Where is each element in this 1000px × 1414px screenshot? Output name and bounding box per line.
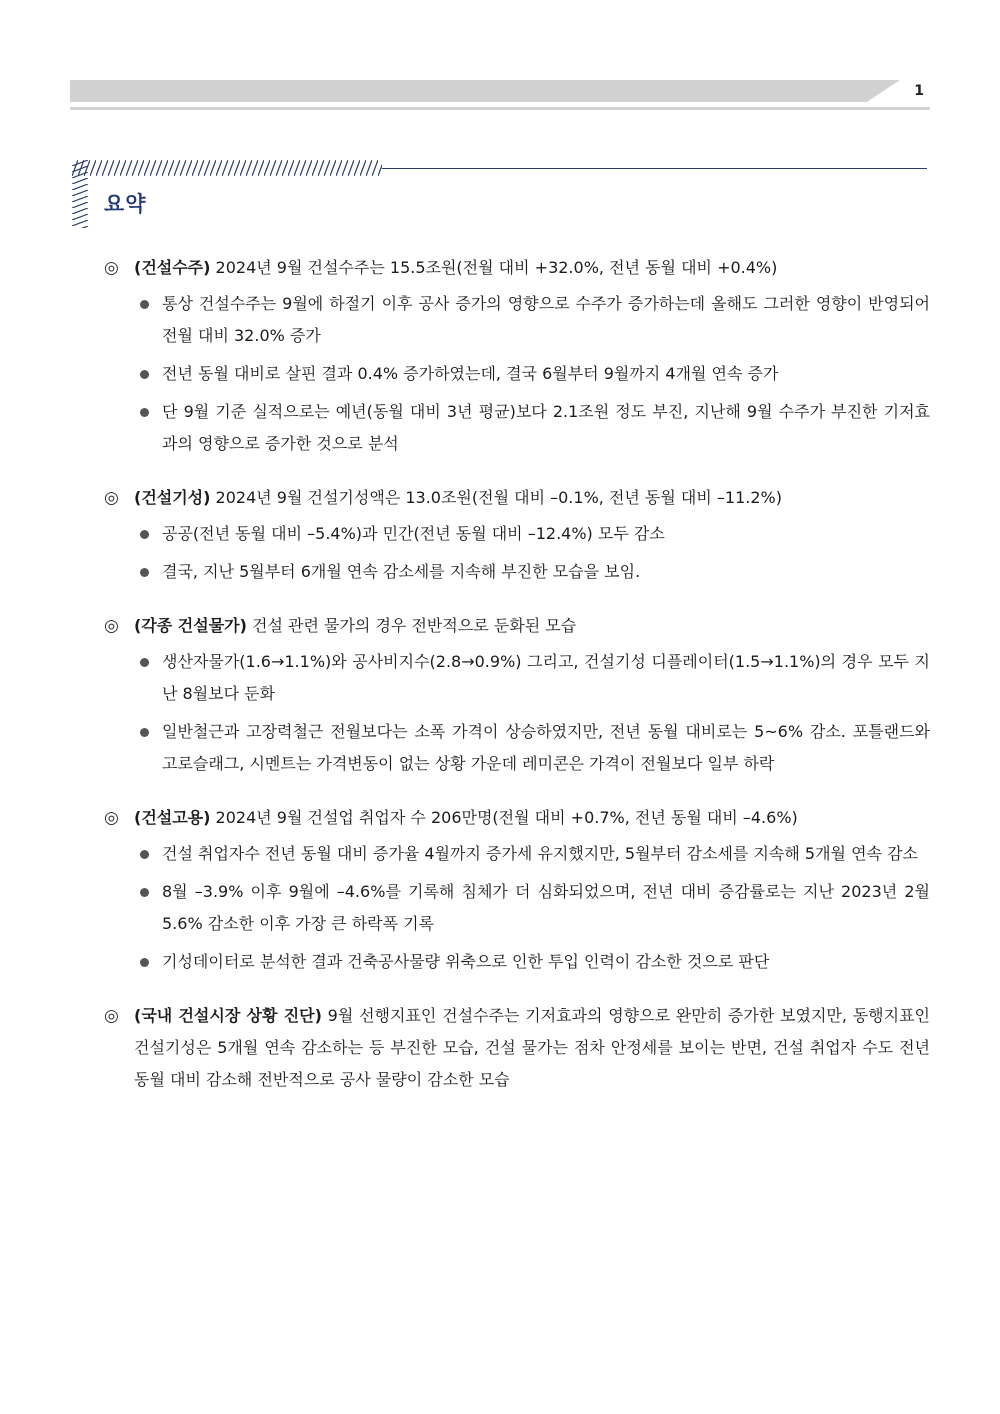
topic-line [104,252,930,284]
section-title: 요약 [104,192,147,216]
header-band [70,80,900,102]
topic-market-diagnosis [104,1000,930,1096]
topic-text: 2024년 9월 건설기성액은 13.0조원(전월 대비 –0.1%, 전년 동월 대비 –11.2%) [210,488,783,507]
topic-line [104,482,930,514]
bullet-item: 공공(전년 동월 대비 –5.4%)과 민간(전년 동월 대비 –12.4%) 모두 감소 [104,518,930,550]
topic-heading: (건설기성) [134,488,211,507]
bullet-item: 기성데이터로 분석한 결과 건축공사물량 위축으로 인한 투입 인력이 감소한 것으로 판단 [104,946,930,978]
header-rule [70,107,930,110]
section-rule [382,168,927,169]
bullet-item: 전년 동월 대비로 살핀 결과 0.4% 증가하였는데, 결국 6월부터 9월까지 4개월 연속 증가 [104,358,930,390]
page-header [70,80,930,112]
bullet-item: 건설 취업자수 전년 동월 대비 증가율 4월까지 증가세 유지했지만, 5월부터 감소세를 지속해 5개월 연속 감소 [104,838,930,870]
hatch-decoration [72,160,382,176]
topic-text: 2024년 9월 건설업 취업자 수 206만명(전월 대비 +0.7%, 전년 동월 대비 –4.6%) [210,808,798,827]
topic-text: 건설 관련 물가의 경우 전반적으로 둔화된 모습 [246,616,577,635]
topic-line [104,610,930,642]
double-circle-icon: ◎ [104,1006,119,1026]
bullet-item: 결국, 지난 5월부터 6개월 연속 감소세를 지속해 부진한 모습을 보임. [104,556,930,588]
topic-construction-orders [104,252,930,460]
double-circle-icon: ◎ [104,616,119,636]
bullet-item: 8월 –3.9% 이후 9월에 –4.6%를 기록해 침체가 더 심화되었으며, 전년 대비 증감률로는 지난 2023년 2월 5.6% 감소한 이후 가장 큰 하락폭 기록 [104,876,930,940]
bullet-item: 생산자물가(1.6→1.1%)와 공사비지수(2.8→0.9%) 그리고, 건설기성 디플레이터(1.5→1.1%)의 경우 모두 지난 8월보다 둔화 [104,646,930,710]
topic-line [104,1000,930,1096]
hatch-decoration-vertical [72,160,88,228]
topic-heading: (건설수주) [134,258,211,277]
topic-heading: (각종 건설물가) [134,616,247,635]
topic-construction-employment [104,802,930,978]
topic-heading: (국내 건설시장 상황 진단) [134,1006,322,1025]
bullet-list [104,518,930,588]
topic-construction-completed [104,482,930,588]
bullet-list [104,838,930,978]
topic-text: 9월 선행지표인 건설수주는 기저효과의 영향으로 완만히 증가한 보였지만, 동행지표인 건설기성은 5개월 연속 감소하는 등 부진한 모습, 건설 물가는 점차 안정세를 보이는 반면, 건설 취업자 수도 전년 동월 대비 감소해 전반적으로 공사 물량이 감소한 모습 [134,1006,930,1089]
topic-text: 2024년 9월 건설수주는 15.5조원(전월 대비 +32.0%, 전년 동월 대비 +0.4%) [210,258,778,277]
bullet-item: 일반철근과 고장력철근 전월보다는 소폭 가격이 상승하였지만, 전년 동월 대비로는 5~6% 감소. 포틀랜드와 고로슬래그, 시멘트는 가격변동이 없는 상황 가운데 레미콘은 가격이 전월보다 일부 하락 [104,716,930,780]
bullet-list [104,288,930,460]
topic-line [104,802,930,834]
summary-body [104,252,930,1118]
topic-heading: (건설고용) [134,808,211,827]
double-circle-icon: ◎ [104,808,119,828]
bullet-item: 단 9월 기준 실적으로는 예년(동월 대비 3년 평균)보다 2.1조원 정도 부진, 지난해 9월 수주가 부진한 기저효과의 영향으로 증가한 것으로 분석 [104,396,930,460]
section-heading [72,156,927,228]
double-circle-icon: ◎ [104,258,119,278]
bullet-item: 통상 건설수주는 9월에 하절기 이후 공사 증가의 영향으로 수주가 증가하는데 올해도 그러한 영향이 반영되어 전월 대비 32.0% 증가 [104,288,930,352]
bullet-list [104,646,930,780]
page-number: 1 [914,83,924,99]
double-circle-icon: ◎ [104,488,119,508]
topic-construction-prices [104,610,930,780]
